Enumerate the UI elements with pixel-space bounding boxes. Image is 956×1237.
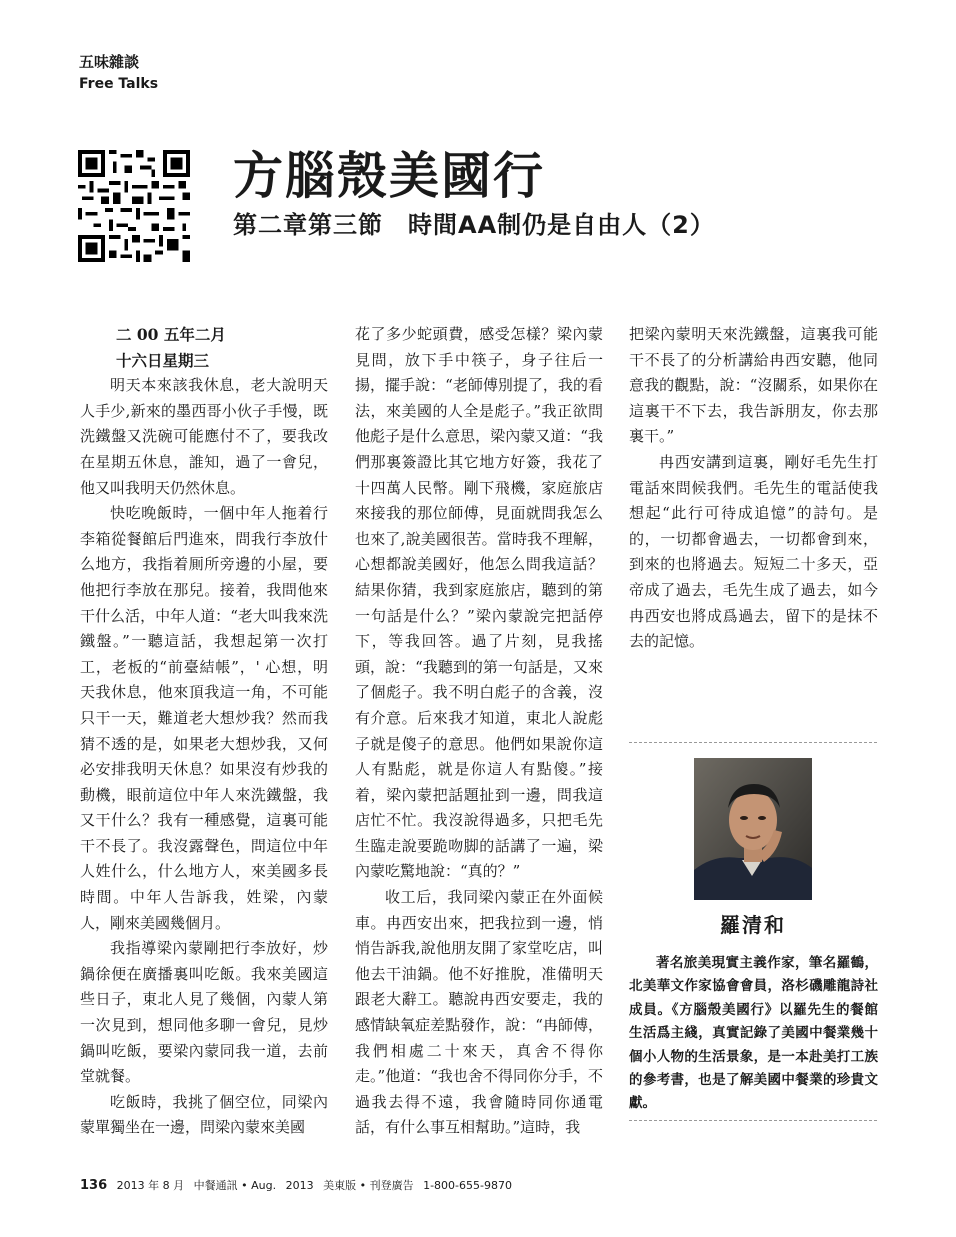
section-title-zh: 五味雜談 — [79, 53, 140, 71]
footer-phone: 1-800-655-9870 — [423, 1179, 512, 1192]
paragraph: 把梁內蒙明天來洗鐵盤，這裏我可能干不長了的分析講給冉西安聽，他同意我的觀點，說：“沒關系，如果你在這裏干不下去，我告訴朋友，你去那裏干。” — [629, 325, 878, 446]
paragraph: 收工后，我同梁內蒙正在外面候車。冉西安出來，把我拉到一邊，悄悄告訴我,說他朋友開了家堂吃店，叫他去干油鍋。他不好推脫，准備明天跟老大辭工。聽說冉西安要走，我的感情缺氧症差點發作，說：“冉師傅，我們相處二十來天，真舍不得你走。”他道：“我也舍不得同你分手，不過我去得不遠，我會隨時同你通電話，有什么事互相幫助。”這時，我 — [355, 888, 603, 1137]
paragraph: 冉西安講到這裏，剛好毛先生打電話來問候我們。毛先生的電話使我想起“此行可待成追憶”的詩句。是的，一切都會過去，一切都會到來，到來的也將過去。短短二十多天，亞帝成了過去，毛先生成了過去，如今冉西安也將成爲過去，留下的是抹不去的記憶。 — [629, 452, 878, 651]
paragraph: 吃飯時，我挑了個空位，同梁內蒙單獨坐在一邊，問梁內蒙來美國 — [80, 1092, 328, 1137]
article-subtitle: 第二章第三節 時間AA制仍是自由人（2） — [233, 211, 715, 239]
article-column-2 — [355, 322, 603, 1141]
article-title: 方腦殼美國行 — [233, 146, 545, 205]
dateline-2: 十六日星期三 — [116, 350, 210, 370]
dateline-1: 二 00 五年二月 — [116, 325, 226, 344]
divider — [629, 742, 877, 743]
author-name: 羅清和 — [720, 913, 786, 937]
article-column-3 — [629, 322, 878, 655]
footer-edition: 美東版 • 刊登廣告 — [323, 1179, 414, 1192]
section-header — [79, 52, 158, 94]
article-column-1 — [80, 322, 328, 1141]
page-footer — [80, 1178, 518, 1194]
author-photo — [694, 758, 812, 900]
footer-publication: 中餐通訊 • Aug. — [193, 1179, 277, 1192]
paragraph: 我指導梁內蒙剛把行李放好，炒鍋徐便在廣播裏叫吃飯。我來美國這些日子，東北人見了幾個，內蒙人第一次見到，想同他多聊一會兒，見炒鍋叫吃飯，要梁內蒙同我一道，去前堂就餐。 — [80, 939, 328, 1086]
qr-code — [78, 150, 190, 262]
footer-date: 2013 年 8 月 — [116, 1179, 185, 1192]
section-title-en: Free Talks — [79, 76, 159, 92]
paragraph: 花了多少蛇頭費，感受怎樣？梁內蒙見問，放下手中筷子，身子往后一揚，擺手說：“老師傅別提了，我的看法，來美國的人全是彪子。”我正欲問他彪子是什么意思，梁內蒙又道：“我們那裏簽證比其它地方好簽，我花了十四萬人民幣。剛下飛機，家庭旅店來接我的那位師傅，見面就問我怎么也來了,說美國很苦。當時我不理解，心想都說美國好，他怎么問我這話？結果你猜，我到家庭旅店，聽到的第一句話是什么？”梁內蒙說完把話停下，等我回答。過了片刻，見我搖頭，說：“我聽到的第一句話是，又來了個彪子。我不明白彪子的含義，沒有介意。后來我才知道，東北人說彪子就是傻子的意思。他們如果說你這人有點彪，就是你這人有點傻。”接着，梁內蒙把話題扯到一邊，問我這店忙不忙。我沒說得過多，只把毛先生臨走說要跪吻脚的話講了一遍，梁內蒙吃驚地說：“真的？” — [355, 325, 603, 881]
author-bio: 著名旅美現實主義作家，筆名羅鶴，北美華文作家協會會員，洛杉磯雕龍詩社成員。《方腦殼美國行》以羅先生的餐館生活爲主綫，真實記錄了美國中餐業幾十個小人物的生活景象，是一本赴美打工族的參考書，也是了解美國中餐業的珍貴文獻。 — [629, 955, 878, 1112]
divider — [629, 1120, 877, 1121]
footer-year: 2013 — [285, 1179, 314, 1192]
paragraph: 明天本來該我休息，老大說明天人手少,新來的墨西哥小伙子手慢，既洗鐵盤又洗碗可能應付不了，要我改在星期五休息，誰知，過了一會兒，他又叫我明天仍然休息。 — [80, 376, 328, 497]
paragraph: 快吃晚飯時，一個中年人拖着行李箱從餐館后門進來，問我行李放什么地方，我指着厠所旁邊的小屋，要他把行李放在那兒。接着，我問他來干什么活，中年人道：“老大叫我來洗鐵盤。”一聽這話，我想起第一次打工，老板的“前臺結帳”，' 心想，明天我休息，他來頂我這一角，不可能只干一天，難道老大想炒我？然而我猜不透的是，如果老大想炒我，又何必安排我明天休息？如果沒有炒我的動機，眼前這位中年人來洗鐵盤，我又干什么？我有一種感覺，這裏可能干不長了。我沒露聲色，問這位中年人姓什么，什么地方人，來美國多長時間。中年人告訴我，姓梁，內蒙人，剛來美國幾個月。 — [80, 504, 328, 932]
page-number: 136 — [80, 1178, 108, 1193]
